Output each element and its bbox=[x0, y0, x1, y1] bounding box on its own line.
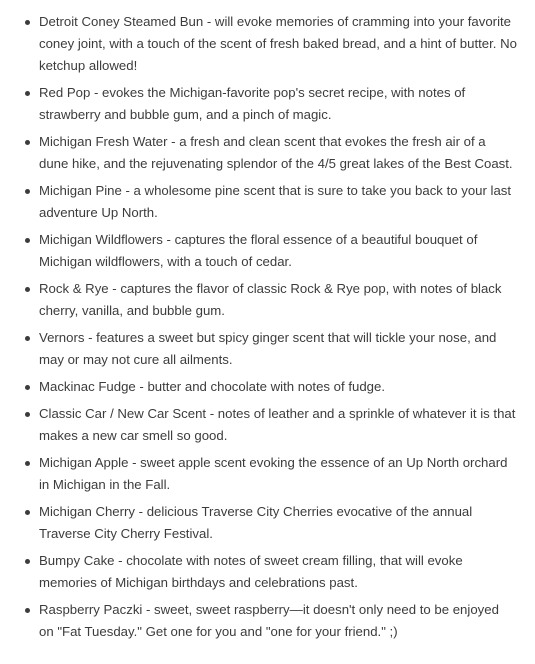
scent-description: Raspberry Paczki - sweet, sweet raspberry—it doesn't only need to be enjoyed on "Fat Tuesday." Get one for you and "one for your friend." ;) bbox=[39, 602, 499, 639]
bullet-icon bbox=[25, 461, 30, 466]
list-item bbox=[39, 501, 517, 545]
scent-description: Michigan Fresh Water - a fresh and clean scent that evokes the fresh air of a dune hike, and the rejuvenating splendor of the 4/5 great lakes of the Best Coast. bbox=[39, 134, 513, 171]
list-item bbox=[39, 327, 517, 371]
scent-description: Michigan Pine - a wholesome pine scent that is sure to take you back to your last adventure Up North. bbox=[39, 183, 512, 220]
bullet-icon bbox=[25, 336, 30, 341]
list-item bbox=[39, 82, 517, 126]
bullet-icon bbox=[25, 20, 30, 25]
scent-description: Michigan Cherry - delicious Traverse City Cherries evocative of the annual Traverse City Cherry Festival. bbox=[39, 504, 473, 541]
list-item bbox=[39, 180, 517, 224]
scent-description: Michigan Wildflowers - captures the floral essence of a beautiful bouquet of Michigan wildflowers, with a touch of cedar. bbox=[39, 232, 478, 269]
bullet-icon bbox=[25, 238, 30, 243]
bullet-icon bbox=[25, 91, 30, 96]
list-item bbox=[39, 11, 517, 77]
list-item bbox=[39, 452, 517, 496]
bullet-icon bbox=[25, 510, 30, 515]
scent-description: Classic Car / New Car Scent - notes of leather and a sprinkle of whatever it is that makes a new car smell so good. bbox=[39, 406, 516, 443]
scent-description: Mackinac Fudge - butter and chocolate with notes of fudge. bbox=[39, 379, 386, 394]
scent-description: Detroit Coney Steamed Bun - will evoke memories of cramming into your favorite coney joint, with a touch of the scent of fresh baked bread, and a hint of butter. No ketchup allowed! bbox=[39, 14, 517, 73]
list-item bbox=[39, 229, 517, 273]
bullet-icon bbox=[25, 559, 30, 564]
bullet-icon bbox=[25, 189, 30, 194]
bullet-icon bbox=[25, 140, 30, 145]
bullet-icon bbox=[25, 412, 30, 417]
scent-description: Rock & Rye - captures the flavor of classic Rock & Rye pop, with notes of black cherry, vanilla, and bubble gum. bbox=[39, 281, 502, 318]
list-item bbox=[39, 376, 517, 398]
list-item bbox=[39, 131, 517, 175]
scent-description: Red Pop - evokes the Michigan-favorite pop's secret recipe, with notes of strawberry and bubble gum, and a pinch of magic. bbox=[39, 85, 466, 122]
list-item bbox=[39, 599, 517, 643]
bullet-icon bbox=[25, 608, 30, 613]
list-item bbox=[39, 278, 517, 322]
scent-description: Michigan Apple - sweet apple scent evoking the essence of an Up North orchard in Michigan in the Fall. bbox=[39, 455, 508, 492]
list-item bbox=[39, 403, 517, 447]
bullet-icon bbox=[25, 287, 30, 292]
list-item bbox=[39, 550, 517, 594]
scent-description: Vernors - features a sweet but spicy ginger scent that will tickle your nose, and may or may not cure all ailments. bbox=[39, 330, 497, 367]
bullet-icon bbox=[25, 385, 30, 390]
scent-description: Bumpy Cake - chocolate with notes of sweet cream filling, that will evoke memories of Michigan birthdays and celebrations past. bbox=[39, 553, 463, 590]
